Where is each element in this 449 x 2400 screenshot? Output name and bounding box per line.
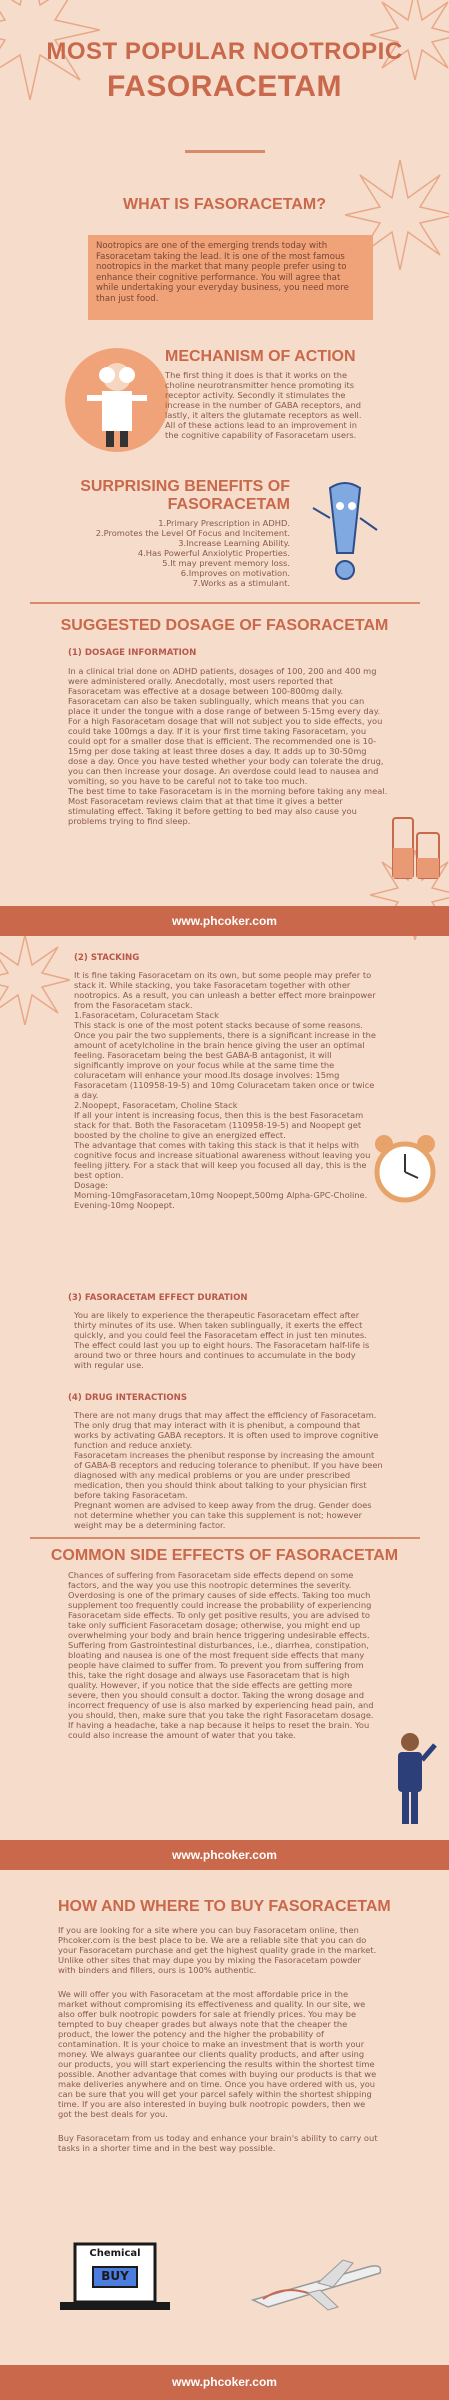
airplane-icon (248, 2255, 388, 2315)
exclamation-mascot-illustration (305, 478, 385, 588)
mechanism-text: The first thing it does is that it works on the choline neurotransmitter hence promoting its receptor activity. Secondly it stimulates the increase in the number of GABA receptors, and lastly, it alters the glutamate receptors as well. All of these actions lead to an improvement in the cognitive capability of Fasoracetam users. (165, 370, 362, 440)
paragraph: 2.Noopept, Fasoracetam, Choline Stack (74, 1100, 238, 1110)
paragraph: The best time to take Fasoracetam is in the morning before taking any meal. Most Fasoracetam reviews claim that at that time it gives a better stimulating effect. Taking it before getting to bed may also cause you problems trying to find sleep. (68, 786, 388, 826)
page-title-line2: FASORACETAM (107, 70, 342, 103)
website-band-2[interactable]: www.phcoker.com (0, 1840, 449, 1870)
dosage-info-subtitle: (1) DOSAGE INFORMATION (68, 648, 197, 658)
paragraph: Evening-10mg Noopept. (74, 1200, 175, 1210)
list-item: 7.Works as a stimulant. (192, 578, 290, 588)
paragraph: It is fine taking Fasoracetam on its own, but some people may prefer to stack it. While stacking, you take Fasoracetam together with other nootropics. As a result, you can unleash a better effect more brainpower from the Fasoracetam stack. (74, 970, 376, 1010)
paragraph: We will offer you with Fasoracetam at the most affordable price in the market without compromising its effectiveness and quality. In our site, we also offer bulk nootropic powders for sale at friendly prices. You may be tempted to buy cheaper grades but always note that the cheaper the product, the lower the potency and the higher the probability of contamination. It is your choice to make an investment that is worth your money. We always guarantee our clients quality products, and after using our products, you will start experiencing the results within the shortest time possible. Another advantage that comes with buying our products is that we make deliveries anywhere and on time. Once you have ordered with us, you can be sure that you will get your parcel safely within the shortest shipping time. If you are also interested in buying bulk nootropic powders, then we got the best deals for you. (58, 1989, 377, 2119)
drug-interactions-text (74, 1410, 384, 1530)
paragraph: Dosage: (74, 1180, 109, 1190)
paragraph: For a high Fasoracetam dosage that will not subject you to side effects, you could take 100mgs a day. If it is your first time taking Fasoracetam, you could opt for a smaller dose that is efficient. The recommended one is 10-15mg per dose taking at least three doses a day. It adds up to 30-50mg dose a day. Once you have tested whether your body can tolerate the drug, you can then increase your dosage. An overdose could lead to nausea and vomiting, so you have to be careful not to take too much. (68, 716, 384, 786)
paragraph: There are not many drugs that may affect the efficiency of Fasoracetam. The only drug that may interact with it is phenibut, a compound that works by activating GABA receptors. It is often used to improve cognitive function and reduce anxiety. (74, 1410, 379, 1450)
website-band-3[interactable]: www.phcoker.com (0, 2365, 449, 2400)
side-effects-title: COMMON SIDE EFFECTS OF FASORACETAM (50, 1547, 399, 1564)
side-effects-text: Chances of suffering from Fasoracetam side effects depend on some factors, and the way you use this nootropic determines the severity. Overdosing is one of the primary causes of side effects. Taking too much supplement too frequently could increase the probability of experiencing Fasoracetam side effects. To only get positive results, you are advised to take only sufficient Fasoracetam dosage; otherwise, you might end up overwhelming your body and brain hence triggering undesirable effects. Suffering from Gastrointestinal disturbances, i.e., diarrhea, constipation, bloating and nausea is one of the most frequent side effects that many people have claimed to suffer from. To prevent you from suffering from this, take the right dosage and always use Fasoracetam that is high quality. However, if you notice that the side effects are getting more severe, then you should consult a doctor. Taking the wrong dosage and incorrect frequency of use is also marked by experiencing head pain, and you should, then, make sure that you take the right Fasoracetam dosage. If having a headache, take a nap because it helps to reset the brain. You could also increase the amount of water that you take. (68, 1570, 374, 1740)
stacking-text (74, 970, 379, 1210)
list-item: 2.Promotes the Level Of Focus and Incitement. (95, 528, 290, 538)
page-title-line1: MOST POPULAR NOOTROPIC (46, 38, 403, 65)
benefits-title-line2: FASORACETAM (167, 496, 290, 513)
what-is-title: WHAT IS FASORACETAM? (123, 196, 326, 213)
benefits-list (60, 518, 290, 588)
businessman-illustration (380, 1730, 440, 1830)
benefits-title-line1: SURPRISING BENEFITS OF (80, 478, 290, 495)
laptop-buy-illustration (60, 2242, 170, 2322)
list-item: 1.Primary Prescription in ADHD. (158, 518, 290, 528)
buy-button[interactable]: BUY (101, 2269, 129, 2283)
list-item: 3.Increase Learning Ability. (178, 538, 290, 548)
paragraph: Morning-10mgFasoracetam,10mg Noopept,500mg Alpha-GPC-Choline. (74, 1190, 368, 1200)
drug-interactions-subtitle: (4) DRUG INTERACTIONS (68, 1393, 188, 1403)
paragraph: Pregnant women are advised to keep away from the drug. Gender does not determine whether you can take this supplement is not; however weight may be a determining factor. (74, 1500, 372, 1530)
paragraph: 1.Fasoracetam, Coluracetam Stack (74, 1010, 219, 1020)
laptop-chemical-label: Chemical (89, 2248, 141, 2259)
sunburst-decoration-left (0, 935, 70, 1025)
alarm-clock-icon (370, 1130, 440, 1210)
dosage-title: SUGGESTED DOSAGE OF FASORACETAM (60, 617, 389, 634)
paragraph: If all your intent is increasing focus, then this is the best Fasoracetam stack for that. Both the Fasoracetam (110958-19-5) and Noopept get boosted by the choline to give an energized effect. (74, 1110, 364, 1140)
paragraph: If you are looking for a site where you can buy Fasoracetam online, then Phcoker.com is the best place to be. We are a reliable site that you can do your Fasoracetam purchase and get the highest quality grade in the market. Unlike other sites that may dupe you by mixing the Fasoracetam powder with binders and fillers, ours is 100% authentic. (58, 1925, 377, 1975)
lab-flask-illustration (385, 808, 445, 888)
what-is-box: Nootropics are one of the emerging trends today with Fasoracetam taking the lead. It is one of the most famous nootropics in the market that many people prefer using to enhance their cognitive performance. You will agree that while undertaking your everyday business, you need more than just food. (88, 235, 373, 320)
buy-title: HOW AND WHERE TO BUY FASORACETAM (58, 1898, 391, 1915)
list-item: 6.Improves on motivation. (180, 568, 290, 578)
list-item: 5.It may prevent memory loss. (162, 558, 290, 568)
paragraph: Buy Fasoracetam from us today and enhance your brain's ability to carry out tasks in a shorter time and in the best way possible. (58, 2133, 378, 2153)
paragraph: Fasoracetam increases the phenibut response by increasing the amount of GABA-B receptors and reducing tolerance to phenibut. If you have been diagnosed with any medical problems or you are under prescribed medication, then you should think about talking to your physician first before taking Fasoracetam. (74, 1450, 383, 1500)
effect-duration-subtitle: (3) FASORACETAM EFFECT DURATION (68, 1293, 248, 1303)
section-divider (30, 1537, 420, 1539)
section-divider (30, 602, 420, 604)
paragraph: The advantage that comes with taking this stack is that it helps with cognitive focus and increase situational awareness without leaving you feeling jittery. For a stack that will keep you focused all day, this is the best option. (74, 1140, 371, 1180)
title-divider (185, 150, 265, 153)
list-item: 4.Has Powerful Anxiolytic Properties. (137, 548, 290, 558)
scientist-illustration (62, 345, 172, 455)
dosage-info-text (68, 666, 388, 826)
website-band-1[interactable]: www.phcoker.com (0, 906, 449, 936)
mechanism-title: MECHANISM OF ACTION (165, 348, 356, 365)
paragraph: This stack is one of the most potent stacks because of some reasons. Once you pair the two supplements, there is a significant increase in the amount of acetylcholine in the brain hence giving the user an optimal feeling. Fasoracetam being the best GABA-B antagonist, it will significantly improve on your focus while at the same time the coluracetam will enhance your mood.Its dosage involves: 15mg Fasoracetam (110958-19-5) and 10mg Coluracetam taken once or twice a day. (74, 1020, 376, 1100)
buy-text (58, 1925, 378, 2153)
effect-duration-text: You are likely to experience the therapeutic Fasoracetam effect after thirty minutes of its use. When taken sublingually, it exerts the effect quickly, and you could feel the Fasoracetam effect in just ten minutes. The effect could last you up to eight hours. The Fasoracetam half-life is around two or three hours and continues to accumulate in the body with regular use. (74, 1310, 370, 1370)
paragraph: In a clinical trial done on ADHD patients, dosages of 100, 200 and 400 mg were administered orally. Anecdotally, most users reported that Fasoracetam was effective at a dosage between 100-800mg daily. Fasoracetam can also be taken sublingually, which means that you can place it under the tongue with a dose range of between 5-15mg every day. (68, 666, 381, 716)
stacking-subtitle: (2) STACKING (74, 953, 140, 963)
